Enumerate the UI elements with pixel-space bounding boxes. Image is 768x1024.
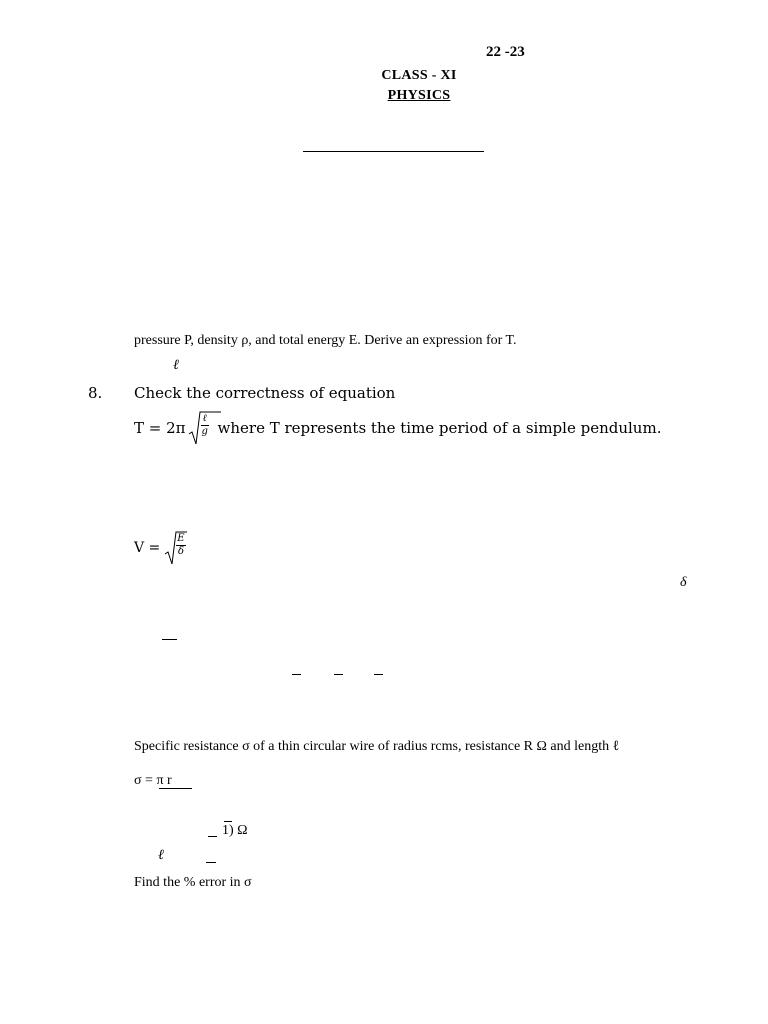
velocity-equation (134, 530, 188, 566)
fraction-numerator: ℓ (201, 413, 209, 426)
dash-mark (162, 639, 177, 640)
subject-title: PHYSICS (387, 88, 451, 103)
fraction-denominator: δ (177, 546, 184, 557)
pendulum-fraction (201, 413, 209, 438)
resistance-question: Specific resistance σ of a thin circular wire of radius rcms, resistance R Ω and length ℓ (134, 739, 620, 754)
fraction-numerator: E (177, 533, 185, 544)
dash-mark (292, 674, 301, 675)
question-8-text: Check the correctness of equation (134, 384, 396, 402)
dash-mark (334, 674, 343, 675)
pendulum-equation-rest: where T represents the time period of a simple pendulum. (217, 419, 662, 437)
dash-mark (374, 674, 383, 675)
dash-mark (206, 862, 216, 863)
sigma-equation: σ = π r (134, 773, 172, 788)
velocity-equation-lhs: V = (134, 540, 161, 556)
pendulum-equation (134, 410, 661, 446)
fraction-denominator: g (201, 426, 208, 437)
session-year: 22 -23 (486, 44, 525, 60)
pendulum-equation-lhs: T = 2π (134, 419, 186, 437)
class-title: CLASS - XI (381, 68, 457, 83)
velocity-fraction (176, 533, 185, 558)
length-symbol: ℓ (173, 358, 179, 373)
delta-symbol: δ (680, 575, 687, 590)
sigma-underline (159, 788, 192, 789)
header-rule (303, 151, 484, 152)
length-symbol: ℓ (158, 848, 164, 863)
ohm-value: 1) Ω (222, 823, 248, 838)
overbar-mark (224, 821, 232, 822)
dash-mark (208, 836, 217, 837)
find-error-question: Find the % error in σ (134, 875, 252, 890)
question-8-number: 8. (88, 384, 103, 402)
sqrt-symbol (188, 410, 222, 446)
question-7-tail: pressure P, density ρ, and total energy E. Derive an expression for T. (134, 333, 517, 348)
sqrt-symbol (164, 530, 188, 566)
